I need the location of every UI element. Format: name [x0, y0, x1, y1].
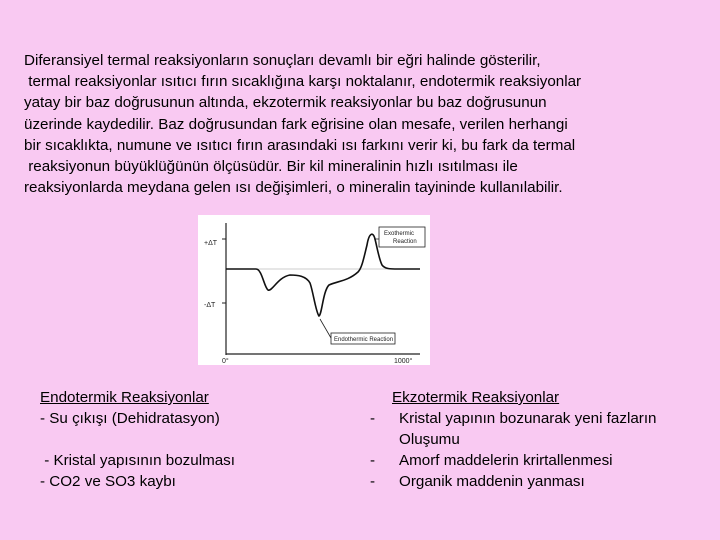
exothermic-column	[370, 387, 656, 492]
exothermic-item	[370, 408, 656, 450]
endothermic-leader	[320, 319, 331, 338]
paragraph-line: bir sıcaklıkta, numune ve ısıtıcı fırın arasındaki ısı farkını verir ki, bu fark da termal	[24, 136, 576, 154]
spacer	[40, 429, 235, 450]
paragraph-line: reaksiyonun büyüklüğünün ölçüsüdür. Bir kil mineralinin hızlı ısıtılması ile	[24, 158, 518, 176]
exothermic-item	[370, 450, 656, 471]
x-start-label: 0°	[222, 358, 229, 365]
exothermic-item-text: Amorf maddelerin krirtallenmesi	[399, 452, 613, 469]
paragraph-line: Diferansiyel termal reaksiyonların sonuçları devamlı bir eğri halinde gösterilir,	[24, 52, 541, 69]
exothermic-heading: Ekzotermik Reaksiyonlar	[392, 389, 560, 406]
exothermic-item	[370, 471, 656, 492]
list-dash: -	[370, 473, 376, 490]
paragraph-line: reaksiyonlarda meydana gelen ısı değişimleri, o mineralin tayininde kullanılabilir.	[24, 179, 563, 197]
endothermic-item: - Su çıkışı (Dehidratasyon)	[40, 410, 220, 427]
list-dash: -	[370, 410, 376, 427]
paragraph-line: üzerinde kaydedilir. Baz doğrusundan fark eğrisine olan mesafe, verilen herhangi	[24, 115, 568, 133]
x-end-label: 1000°	[394, 358, 413, 365]
paragraph-line: termal reaksiyonlar ısıtıcı fırın sıcaklığına karşı noktalanır, endotermik reaksiyonlar	[24, 73, 582, 91]
dta-curve-svg	[198, 215, 430, 365]
endothermic-column	[40, 387, 235, 492]
exothermic-item-continuation: Oluşumu	[399, 431, 460, 448]
endothermic-item: - CO2 ve SO3 kaybı	[40, 473, 176, 490]
endothermic-item: - Kristal yapısının bozulması	[40, 452, 235, 469]
dta-curve-figure	[198, 215, 430, 365]
exothermic-label-2: Reaction	[393, 239, 417, 245]
description-paragraph	[24, 50, 714, 198]
exothermic-label-1: Exothermic	[384, 231, 415, 237]
y-minus-label: -ΔT	[204, 302, 216, 309]
exothermic-item-text: Organik maddenin yanması	[399, 473, 585, 490]
endothermic-heading: Endotermik Reaksiyonlar	[40, 389, 209, 406]
paragraph-line: yatay bir baz doğrusunun altında, ekzotermik reaksiyonlar bu baz doğrusunun	[24, 94, 547, 112]
y-plus-label: +ΔT	[204, 240, 218, 247]
list-dash: -	[370, 452, 376, 469]
exothermic-item-text: Kristal yapının bozunarak yeni fazların	[399, 410, 657, 427]
endothermic-label: Endothermic Reaction	[334, 337, 394, 343]
